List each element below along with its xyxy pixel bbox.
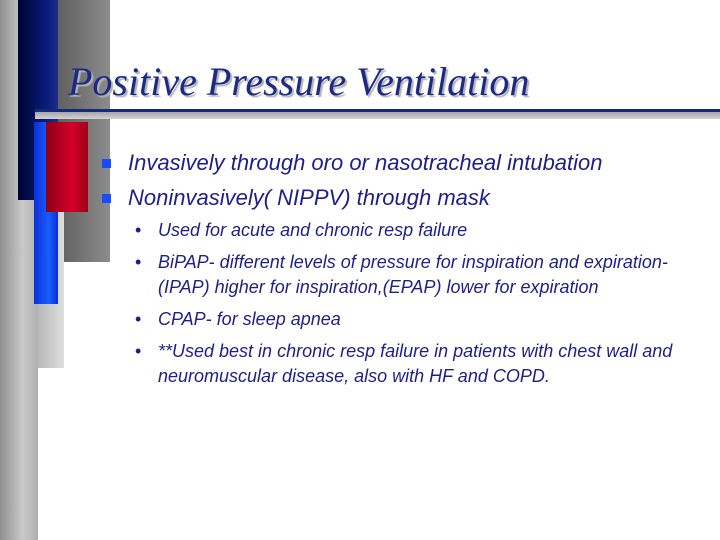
dot-bullet-icon: • <box>135 252 142 272</box>
dot-bullet-icon: • <box>135 309 142 329</box>
bullet-item <box>98 183 698 212</box>
sub-bullet-item <box>135 307 698 332</box>
sub-bullet-item <box>135 250 698 300</box>
bullet-text: Noninvasively( NIPPV) through mask <box>128 185 490 210</box>
sub-bullet-item <box>135 339 698 389</box>
sub-bullet-text: Used for acute and chronic resp failure <box>158 220 468 240</box>
blue-square-bullet-icon <box>102 159 111 168</box>
bullet-item <box>98 148 698 177</box>
sub-bullet-text: BiPAP- different levels of pressure for inspiration and expiration- (IPAP) higher for inspiration,(EPAP) lower for expiration <box>158 252 668 297</box>
slide-body <box>98 148 698 396</box>
title-underline-rule <box>35 109 720 119</box>
blue-square-bullet-icon <box>102 194 111 203</box>
dot-bullet-icon: • <box>135 341 142 361</box>
sub-bullet-text: CPAP- for sleep apnea <box>158 309 341 329</box>
bullet-text: Invasively through oro or nasotracheal intubation <box>128 150 603 175</box>
dot-bullet-icon: • <box>135 220 142 240</box>
sub-bullet-list <box>135 218 698 389</box>
sub-bullet-item <box>135 218 698 243</box>
decor-bar-red <box>46 122 88 212</box>
sub-bullet-text: **Used best in chronic resp failure in patients with chest wall and neuromuscular disease, also with HF and COPD. <box>158 341 673 386</box>
slide-title: Positive Pressure Ventilation <box>68 59 530 104</box>
